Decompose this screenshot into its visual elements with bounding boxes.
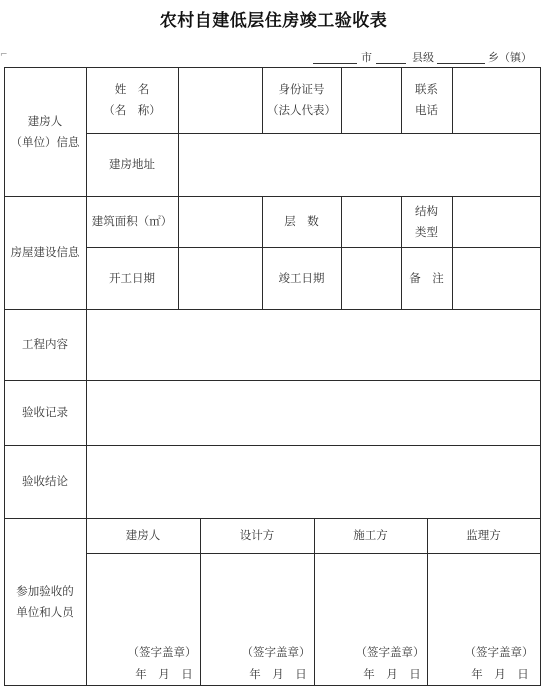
id-number-label: 身份证号 （法人代表）: [267, 82, 336, 117]
address-field[interactable]: [178, 133, 540, 196]
name-label: 姓 名 （名 称）: [103, 82, 161, 117]
remarks-field[interactable]: [452, 247, 540, 309]
id-number-field[interactable]: [341, 67, 401, 133]
floors-label: 层 数: [284, 214, 319, 228]
county-label: 县级: [412, 51, 434, 64]
phone-label: 联系 电话: [415, 82, 438, 117]
address-label: 建房地址: [109, 157, 155, 171]
start-date-label: 开工日期: [109, 270, 155, 285]
builder-signature-area[interactable]: [314, 553, 427, 637]
acceptance-conclusion-field[interactable]: [86, 445, 540, 518]
county-blank[interactable]: [437, 63, 485, 64]
party-builder-header: 施工方: [353, 528, 388, 542]
region-line: [0, 47, 547, 67]
page-edge-marker: ⌐: [0, 50, 8, 60]
county-blank-left[interactable]: [376, 63, 406, 64]
page-title: 农村自建低层住房竣工验收表: [159, 11, 388, 31]
designer-signature-area[interactable]: [200, 553, 314, 637]
finish-date-label: 竣工日期: [278, 270, 325, 285]
supervisor-sign-text: （签字盖章）: [464, 645, 534, 659]
area-field[interactable]: [178, 196, 262, 247]
structure-type-field[interactable]: [452, 196, 540, 247]
designer-sign-text: （签字盖章）: [241, 645, 311, 659]
builder-sign-date: 年 月 日: [363, 667, 421, 681]
party-designer-header: 设计方: [239, 528, 275, 542]
party-supervisor-header: 监理方: [466, 528, 501, 542]
participants-label: 参加验收的 单位和人员: [16, 583, 74, 619]
start-date-field[interactable]: [178, 247, 262, 309]
supervisor-signature-area[interactable]: [427, 553, 540, 637]
area-label: 建筑面积（㎡）: [91, 214, 173, 228]
party-owner-header: 建房人: [125, 528, 161, 542]
project-content-label: 工程内容: [22, 337, 68, 351]
owner-sign-text: （签字盖章）: [127, 645, 197, 659]
acceptance-record-field[interactable]: [86, 380, 540, 445]
builder-sign-text: （签字盖章）: [355, 645, 425, 659]
owner-sign-date: 年 月 日: [135, 667, 193, 681]
remarks-label: 备 注: [409, 270, 444, 285]
owner-info-label: 建房人 （单位）信息: [10, 113, 80, 149]
acceptance-record-label: 验收记录: [22, 405, 68, 419]
name-field[interactable]: [178, 67, 262, 133]
phone-field[interactable]: [452, 67, 540, 133]
acceptance-conclusion-label: 验收结论: [22, 474, 68, 488]
structure-type-label: 结构 类型: [415, 203, 438, 239]
city-blank[interactable]: [313, 63, 357, 64]
owner-signature-area[interactable]: [86, 553, 200, 637]
finish-date-field[interactable]: [341, 247, 401, 309]
township-label: 乡（镇）: [488, 51, 532, 64]
construction-info-label: 房屋建设信息: [10, 245, 80, 259]
city-label: 市: [361, 51, 372, 64]
project-content-field[interactable]: [86, 309, 540, 380]
floors-field[interactable]: [341, 196, 401, 247]
designer-sign-date: 年 月 日: [249, 667, 307, 681]
supervisor-sign-date: 年 月 日: [471, 667, 529, 681]
